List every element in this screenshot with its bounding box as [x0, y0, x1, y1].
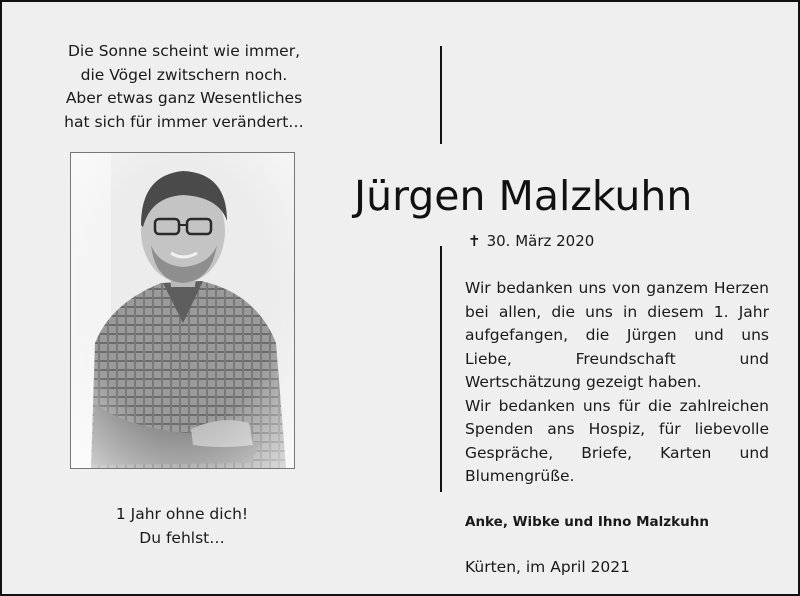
portrait-illustration: [71, 153, 294, 468]
thanks-paragraph: Wir bedanken uns für die zahlreichen Spenden ans Hospiz, für liebevolle Gespräche, Briefe, Karten und Blumengrüße.: [465, 396, 769, 485]
poem-line: Die Sonne scheint wie immer,: [67, 42, 300, 60]
death-date-line: [468, 231, 594, 251]
divider-line-bottom: [440, 246, 442, 492]
missing-you-text: [82, 502, 282, 550]
thanks-paragraph: Wir bedanken uns von ganzem Herzen bei allen, die uns in diesem 1. Jahr aufgefangen, die Jürgen und uns Liebe, Freundschaft und Wertschätzung gezeigt haben.: [465, 279, 769, 391]
missing-line: 1 Jahr ohne dich!: [115, 505, 249, 523]
deceased-name: Jürgen Malzkuhn: [354, 172, 693, 220]
missing-line: Du fehlst…: [139, 529, 225, 547]
poem-line: hat sich für immer verändert…: [64, 112, 304, 131]
place-date: Kürten, im April 2021: [465, 558, 631, 576]
poem-line: Aber etwas ganz Wesentliches: [65, 89, 303, 107]
cross-icon: ✝: [468, 232, 481, 250]
signature: Anke, Wibke und Ihno Malzkuhn: [465, 514, 709, 530]
thanks-text: [465, 277, 769, 489]
death-date: 30. März 2020: [486, 232, 595, 250]
poem: [34, 40, 334, 134]
poem-line: die Vögel zwitschern noch.: [80, 65, 288, 84]
divider-line-top: [440, 46, 442, 144]
portrait-photo: [70, 152, 295, 469]
